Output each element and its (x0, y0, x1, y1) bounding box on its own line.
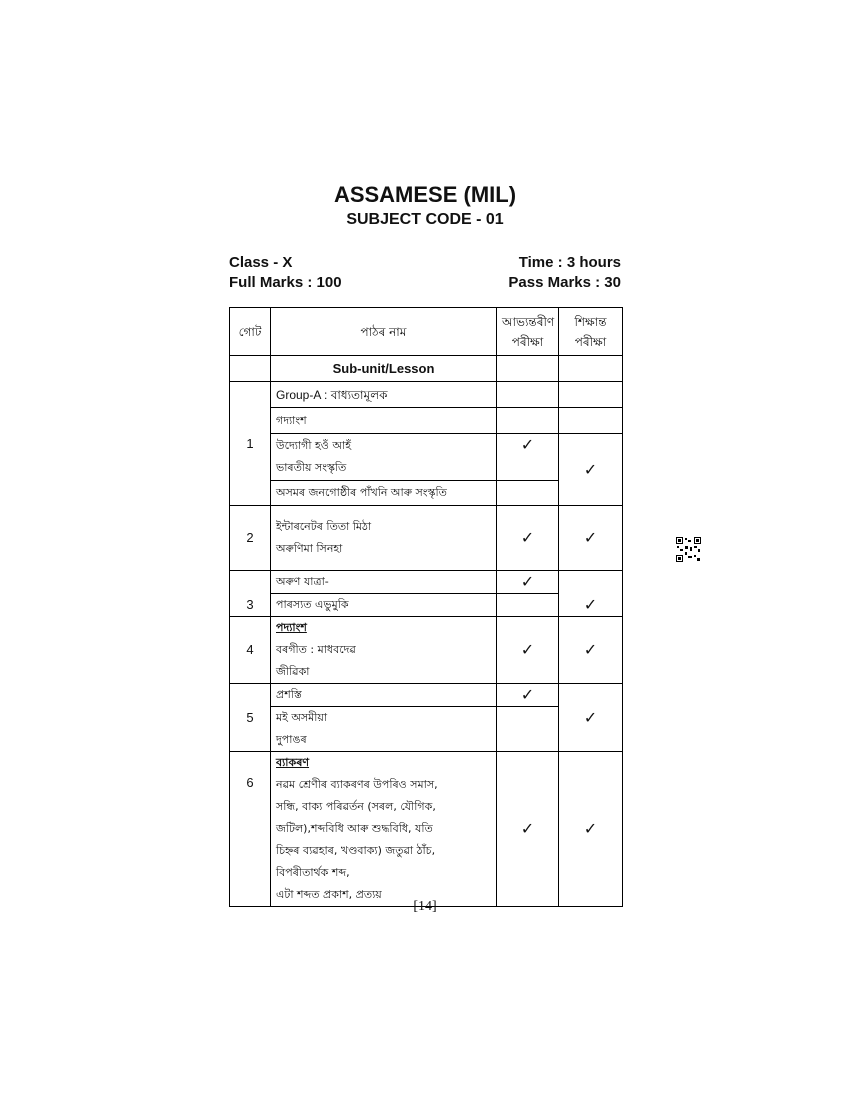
board-check-mark: ✓ (559, 684, 623, 752)
unit-number: 2 (230, 506, 271, 571)
table-row (230, 434, 623, 481)
table-row (230, 684, 623, 707)
table-row (230, 617, 623, 684)
table-row (230, 382, 623, 408)
group-a-label: Group-A : বাধ্যতামূলক (271, 382, 497, 408)
col-lesson-header: পাঠৰ নাম (271, 308, 497, 356)
board-check-mark: ✓ (559, 506, 623, 571)
col-board-header: শিক্ষান্ত পৰীক্ষা (559, 308, 623, 356)
class-label: Class - X (229, 254, 293, 271)
board-check-mark: ✓ (559, 571, 623, 617)
table-row (230, 571, 623, 594)
lesson-cell: প্রশস্তি (271, 684, 497, 707)
unit-number: 4 (230, 617, 271, 684)
document-title: ASSAMESE (MIL) (333, 182, 517, 207)
lesson-cell: মই অসমীয়া দুপাঙৰ (271, 707, 497, 752)
col-internal-header: আভ্যন্তৰীণ পৰীক্ষা (497, 308, 559, 356)
board-check-mark: ✓ (559, 434, 623, 506)
lesson-cell: পাৰস্যত এভুমুকি (271, 594, 497, 617)
lesson-cell: অৰুণ যাত্রা- (271, 571, 497, 594)
lesson-cell: ইন্টাৰনেটৰ তিতা মিঠা অৰুণিমা সিনহা (271, 506, 497, 571)
qr-code-icon (676, 537, 701, 562)
table-row (230, 408, 623, 434)
unit-number: 5 (230, 684, 271, 752)
internal-check-mark: ✓ (497, 506, 559, 571)
table-header-row (230, 308, 623, 356)
unit-number: 3 (230, 571, 271, 617)
internal-check-mark: ✓ (497, 752, 559, 907)
table-row (230, 752, 623, 907)
prose-label: গদ্যাংশ (271, 408, 497, 434)
lesson-cell: ব্যাকৰণ নৱম শ্রেণীৰ ব্যাকৰণৰ উপৰিও সমাস, সন্ধি, বাক্য পৰিৱৰ্তন (সৰল, যৌগিক, জটিল),শব্দবিধি আৰু শুদ্ধবিধি, যতি চিহ্নৰ ব্যৱহাৰ, খণ্ডবাক্য) জতুৱা ঠাঁচ, বিপৰীতাৰ্থক শব্দ, এটা শব্দত প্রকাশ, প্রত্যয় (271, 752, 497, 907)
page-number: [14] (413, 899, 437, 914)
board-check-mark: ✓ (559, 617, 623, 684)
internal-check-mark: ✓ (497, 617, 559, 684)
internal-check-mark: ✓ (497, 434, 559, 481)
lesson-cell: উদ্যোগী হওঁ আহঁ ভাৰতীয় সংস্কৃতি (271, 434, 497, 481)
lesson-cell: পদ্যাংশ বৰগীত : মাধবদেৱ জীৱিকা (271, 617, 497, 684)
lesson-cell: অসমৰ জনগোষ্ঠীৰ পাঁখনি আৰু সংস্কৃতি (271, 481, 497, 506)
time-label: Time : 3 hours (518, 254, 621, 271)
syllabus-table (229, 307, 623, 907)
subunit-header: Sub-unit/Lesson (271, 356, 497, 382)
internal-check-mark: ✓ (497, 684, 559, 707)
full-marks-label: Full Marks : 100 (229, 274, 342, 291)
subheader-row (230, 356, 623, 382)
board-check-mark: ✓ (559, 752, 623, 907)
table-row (230, 506, 623, 571)
subject-code: SUBJECT CODE - 01 (346, 211, 504, 228)
col-unit-header: গোট (230, 308, 271, 356)
unit-number: 6 (230, 752, 271, 907)
internal-check-mark: ✓ (497, 571, 559, 594)
unit-number: 1 (230, 382, 271, 506)
pass-marks-label: Pass Marks : 30 (508, 274, 621, 291)
